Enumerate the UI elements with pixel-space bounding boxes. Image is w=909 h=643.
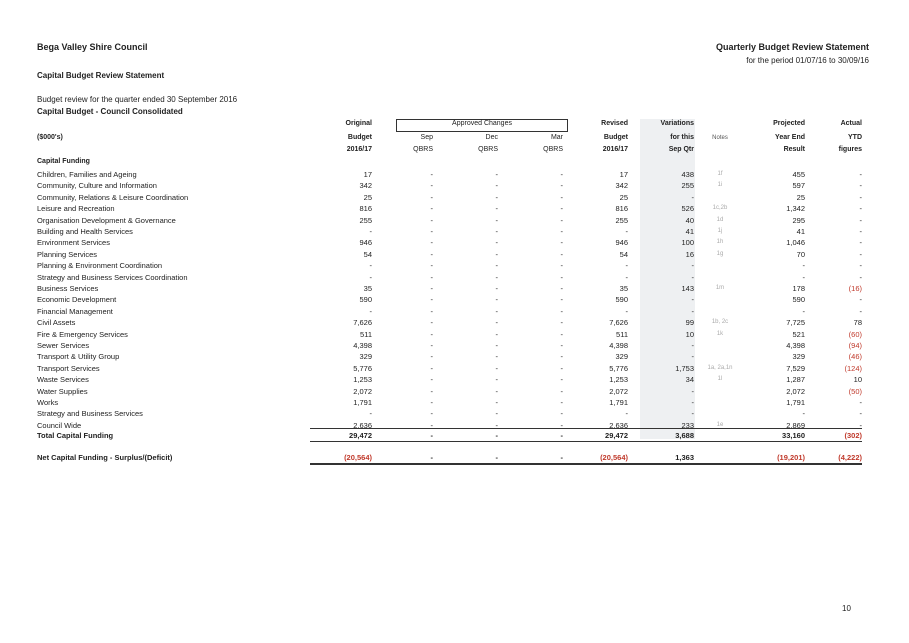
cell-actual: - (859, 204, 862, 214)
cell-name: Planning Services (37, 249, 98, 259)
cell-dec: - (495, 306, 498, 316)
cell-mar: - (560, 431, 563, 440)
col-dec-1: Dec (485, 134, 498, 141)
cell-revised: 29,472 (605, 431, 628, 440)
cell-sep: - (430, 192, 433, 202)
cell-name: Waste Services (37, 375, 89, 385)
total-top-rule (310, 428, 862, 429)
cell-name: Works (37, 398, 59, 407)
col-projected-2: Year End (775, 134, 805, 141)
cell-revised: - (625, 272, 628, 282)
cell-variation: 233 (681, 420, 694, 430)
table-row (0, 351, 909, 362)
cell-mar: - (560, 375, 563, 385)
cell-sep: - (430, 329, 433, 339)
cell-mar: - (560, 453, 563, 462)
cell-dec: - (495, 409, 498, 419)
cell-actual: - (859, 192, 862, 202)
cell-sep: - (430, 181, 433, 191)
cell-mar: - (560, 420, 563, 430)
cell-note: 1a, 2a,1n (707, 364, 733, 371)
cell-original: 25 (363, 192, 372, 202)
cell-revised: 2,636 (609, 420, 628, 430)
cell-dec: - (495, 453, 498, 462)
cell-dec: - (495, 249, 498, 259)
cell-actual: - (859, 215, 862, 225)
col-notes: Notes (712, 135, 728, 141)
table-row (0, 306, 909, 317)
cell-original: 2,636 (353, 420, 372, 430)
cell-mar: - (560, 192, 563, 202)
col-revised-2: Budget (603, 134, 628, 141)
cell-name: Total Capital Funding (37, 431, 114, 440)
cell-original: - (369, 272, 372, 282)
cell-note: 1f (717, 171, 723, 177)
cell-name: Sewer Services (37, 341, 90, 350)
cell-dec: - (495, 420, 498, 430)
cell-name: Economic Development (37, 295, 117, 305)
cell-variation: - (691, 398, 694, 407)
cell-original: 4,398 (353, 341, 372, 350)
cell-variation: 255 (681, 181, 694, 191)
cell-revised: 4,398 (609, 341, 628, 350)
col-actual-2: YTD (848, 134, 862, 141)
cell-sep: - (430, 227, 433, 236)
col-original-3: 2016/17 (346, 146, 372, 153)
col-mar-1: Mar (550, 134, 563, 141)
cell-name: Environment Services (37, 238, 110, 248)
cell-sep: - (430, 398, 433, 407)
cell-variation: 16 (685, 249, 694, 259)
cell-sep: - (430, 204, 433, 214)
total-bottom-rule (310, 441, 862, 442)
cell-actual: - (859, 306, 862, 316)
cell-dec: - (495, 386, 498, 396)
cell-original: 342 (359, 181, 372, 191)
cell-revised: 590 (615, 295, 628, 305)
cell-name: Building and Health Services (37, 227, 133, 236)
cell-projected: - (802, 261, 805, 271)
cell-original: 5,776 (353, 363, 372, 373)
cell-projected: 597 (792, 181, 805, 191)
cell-name: Civil Assets (37, 318, 76, 328)
total-row (0, 430, 909, 441)
cell-dec: - (495, 192, 498, 202)
cell-mar: - (560, 215, 563, 225)
table-row (0, 180, 909, 191)
cell-actual: - (859, 420, 862, 430)
cell-sep: - (430, 431, 433, 440)
cell-actual: 78 (853, 318, 862, 328)
cell-sep: - (430, 420, 433, 430)
cell-revised: 329 (615, 352, 628, 362)
cell-original: 329 (359, 352, 372, 362)
report-period: for the period 01/07/16 to 30/09/16 (746, 56, 869, 65)
cell-dec: - (495, 181, 498, 191)
cell-name: Leisure and Recreation (37, 204, 115, 214)
cell-variation: 143 (681, 284, 694, 293)
table-row (0, 237, 909, 248)
cell-variation: - (691, 386, 694, 396)
cell-name: Council Wide (37, 420, 82, 430)
cell-dec: - (495, 170, 498, 179)
cell-projected: 329 (792, 352, 805, 362)
cell-dec: - (495, 272, 498, 282)
cell-original: - (369, 306, 372, 316)
cell-dec: - (495, 284, 498, 293)
cell-original: 1,253 (353, 375, 372, 385)
cell-mar: - (560, 272, 563, 282)
cell-name: Children, Families and Ageing (37, 170, 137, 179)
table-row (0, 272, 909, 283)
cell-name: Fire & Emergency Services (37, 329, 128, 339)
cell-variation: 99 (685, 318, 694, 328)
cell-name: Business Services (37, 284, 99, 293)
cell-variation: 100 (681, 238, 694, 248)
cell-revised: 1,253 (609, 375, 628, 385)
cell-mar: - (560, 204, 563, 214)
col-variations-3: Sep Qtr (668, 146, 694, 153)
cell-original: (20,564) (344, 453, 372, 462)
cell-variation: - (691, 295, 694, 305)
cell-mar: - (560, 363, 563, 373)
cell-variation: 1,363 (675, 453, 694, 462)
cell-revised: 816 (615, 204, 628, 214)
cell-variation: 438 (681, 170, 694, 179)
table-row (0, 397, 909, 408)
cell-actual: (4,222) (838, 453, 862, 462)
cell-revised: 35 (619, 284, 628, 293)
cell-variation: - (691, 352, 694, 362)
cell-name: Community, Relations & Leisure Coordination (37, 192, 189, 202)
cell-revised: - (625, 409, 628, 419)
cell-variation: - (691, 261, 694, 271)
cell-variation: - (691, 409, 694, 419)
cell-note: 1d (716, 216, 724, 223)
cell-original: 54 (363, 249, 372, 259)
cell-mar: - (560, 409, 563, 419)
cell-actual: (16) (848, 284, 862, 293)
cell-sep: - (430, 261, 433, 271)
cell-name: Strategy and Business Services (37, 409, 143, 419)
cell-original: 590 (359, 295, 372, 305)
cell-variation: 40 (685, 215, 694, 225)
section-title: Capital Budget Review Statement (37, 71, 165, 80)
cell-sep: - (430, 363, 433, 373)
cell-dec: - (495, 431, 498, 440)
cell-revised: 946 (615, 238, 628, 248)
approved-changes-label: Approved Changes (452, 120, 512, 127)
table-row (0, 294, 909, 305)
cell-projected: 4,398 (786, 341, 805, 350)
cell-sep: - (430, 375, 433, 385)
cell-projected: 1,287 (786, 375, 805, 385)
cell-name: Organisation Development & Governance (37, 215, 176, 225)
col-revised-3: 2016/17 (602, 146, 628, 153)
cell-actual: (60) (848, 329, 862, 339)
cell-dec: - (495, 238, 498, 248)
cell-mar: - (560, 170, 563, 179)
cell-sep: - (430, 409, 433, 419)
col-original-1: Original (345, 120, 372, 127)
cell-projected: - (802, 409, 805, 419)
table-row (0, 203, 909, 214)
table-row (0, 283, 909, 294)
cell-name: Transport Services (37, 363, 100, 373)
cell-projected: 25 (796, 192, 805, 202)
cell-projected: 521 (792, 329, 805, 339)
cell-revised: - (625, 227, 628, 236)
cell-revised: 54 (619, 249, 628, 259)
table-row (0, 260, 909, 271)
cell-note: 1l (717, 376, 723, 383)
cell-dec: - (495, 329, 498, 339)
cell-sep: - (430, 249, 433, 259)
cell-mar: - (560, 181, 563, 191)
unit-label: ($000's) (37, 134, 63, 141)
cell-revised: 25 (619, 192, 628, 202)
cell-variation: 41 (685, 227, 694, 236)
cell-revised: 1,791 (609, 398, 628, 407)
cell-mar: - (560, 306, 563, 316)
cell-revised: - (625, 306, 628, 316)
col-mar-2: QBRS (543, 146, 563, 153)
col-actual-3: figures (838, 146, 862, 153)
cell-name: Planning & Environment Coordination (37, 261, 163, 271)
cell-dec: - (495, 204, 498, 214)
table-row (0, 374, 909, 385)
cell-dec: - (495, 227, 498, 236)
cell-name: Community, Culture and Information (37, 181, 157, 191)
cell-note: 1e (716, 421, 724, 428)
cell-variation: - (691, 306, 694, 316)
cell-actual: - (859, 227, 862, 236)
col-variations-2: for this (670, 134, 694, 141)
cell-sep: - (430, 318, 433, 328)
cell-original: - (369, 261, 372, 271)
table-row (0, 329, 909, 340)
cell-sep: - (430, 284, 433, 293)
col-dec-2: QBRS (478, 146, 498, 153)
cell-actual: - (859, 272, 862, 282)
cell-actual: (302) (844, 431, 862, 440)
table-row (0, 215, 909, 226)
cell-revised: 2,072 (609, 386, 628, 396)
cell-mar: - (560, 295, 563, 305)
cell-original: - (369, 227, 372, 236)
cell-name: Water Supplies (37, 386, 88, 396)
cell-variation: - (691, 192, 694, 202)
cell-projected: - (802, 306, 805, 316)
cell-mar: - (560, 284, 563, 293)
cell-actual: - (859, 261, 862, 271)
cell-dec: - (495, 295, 498, 305)
cell-actual: (46) (848, 352, 862, 362)
cell-mar: - (560, 398, 563, 407)
cell-actual: (94) (848, 341, 862, 350)
cell-projected: 178 (792, 284, 805, 293)
cell-actual: (124) (844, 363, 862, 373)
cell-mar: - (560, 341, 563, 350)
cell-variation: 1,753 (675, 363, 694, 373)
report-title: Quarterly Budget Review Statement (715, 42, 869, 52)
cell-projected: 590 (792, 295, 805, 305)
cell-actual: (50) (848, 386, 862, 396)
cell-original: 2,072 (353, 386, 372, 396)
cell-note: 1b, 2c (711, 319, 729, 326)
cell-note: 1j (717, 228, 723, 234)
cell-revised: 7,626 (609, 318, 628, 328)
col-projected-3: Result (783, 146, 805, 153)
cell-variation: - (691, 341, 694, 350)
cell-projected: 2,072 (786, 386, 805, 396)
net-row (0, 452, 909, 463)
subsection-title: Capital Budget - Council Consolidated (37, 107, 183, 116)
col-actual-1: Actual (840, 120, 862, 127)
cell-mar: - (560, 329, 563, 339)
net-bottom-rule (310, 463, 862, 465)
cell-dec: - (495, 398, 498, 407)
cell-sep: - (430, 352, 433, 362)
cell-variation: 10 (685, 329, 694, 339)
cell-mar: - (560, 318, 563, 328)
cell-note: 1g (716, 250, 724, 257)
cell-mar: - (560, 227, 563, 236)
table-row (0, 249, 909, 260)
cell-sep: - (430, 238, 433, 248)
cell-original: 511 (360, 329, 372, 339)
col-original-2: Budget (347, 134, 372, 141)
cell-note: 1i (717, 182, 723, 189)
cell-actual: - (859, 398, 862, 407)
cell-projected: 1,791 (786, 398, 805, 407)
cell-mar: - (560, 261, 563, 271)
cell-revised: 17 (619, 170, 628, 179)
cell-mar: - (560, 386, 563, 396)
cell-projected: 295 (792, 215, 805, 225)
cell-sep: - (430, 215, 433, 225)
cell-actual: - (859, 181, 862, 191)
table-row (0, 363, 909, 374)
col-sep-1: Sep (420, 134, 433, 141)
cell-actual: - (859, 238, 862, 248)
table-row (0, 340, 909, 351)
col-sep-2: QBRS (413, 146, 433, 153)
cell-actual: - (859, 409, 862, 419)
cell-projected: - (802, 272, 805, 282)
cell-actual: - (859, 295, 862, 305)
cell-sep: - (430, 341, 433, 350)
cell-projected: 41 (796, 227, 805, 236)
cell-name: Net Capital Funding - Surplus/(Deficit) (37, 453, 173, 462)
cell-projected: 2,869 (786, 420, 805, 430)
col-projected-1: Projected (773, 120, 805, 127)
cell-dec: - (495, 352, 498, 362)
cell-mar: - (560, 352, 563, 362)
cell-dec: - (495, 363, 498, 373)
table-row (0, 226, 909, 237)
table-row (0, 317, 909, 328)
cell-projected: 7,725 (786, 318, 805, 328)
cell-dec: - (495, 375, 498, 385)
col-variations-1: Variations (660, 120, 694, 127)
cell-variation: 34 (685, 375, 694, 385)
section-heading: Capital Funding (37, 158, 90, 165)
cell-original: - (369, 409, 372, 419)
cell-revised: 5,776 (609, 363, 628, 373)
table-row (0, 408, 909, 419)
cell-sep: - (430, 170, 433, 179)
cell-projected: 33,160 (782, 431, 805, 440)
cell-revised: - (625, 261, 628, 271)
cell-revised: 511 (616, 329, 628, 339)
cell-original: 255 (359, 215, 372, 225)
cell-projected: 1,046 (786, 238, 805, 248)
table-row (0, 192, 909, 203)
page-number: 10 (842, 604, 851, 613)
cell-actual: - (859, 249, 862, 259)
cell-dec: - (495, 341, 498, 350)
cell-variation: 526 (681, 204, 694, 214)
cell-original: 816 (359, 204, 372, 214)
cell-sep: - (430, 295, 433, 305)
cell-note: 1k (716, 330, 724, 337)
cell-name: Strategy and Business Services Coordination (37, 272, 188, 282)
cell-revised: 342 (615, 181, 628, 191)
cell-actual: - (859, 170, 862, 179)
cell-dec: - (495, 261, 498, 271)
cell-note: 1m (715, 285, 725, 291)
cell-actual: 10 (853, 375, 862, 385)
cell-name: Transport & Utility Group (37, 352, 120, 362)
org-name: Bega Valley Shire Council (37, 42, 148, 52)
cell-dec: - (495, 318, 498, 328)
cell-projected: 70 (796, 249, 805, 259)
cell-sep: - (430, 453, 433, 462)
cell-original: 946 (359, 238, 372, 248)
cell-variation: 3,688 (675, 431, 694, 440)
cell-note: 1c,2b (712, 205, 728, 212)
cell-original: 29,472 (349, 431, 372, 440)
table-row (0, 386, 909, 397)
cell-name: Financial Management (37, 306, 113, 316)
cell-mar: - (560, 249, 563, 259)
cell-original: 35 (363, 284, 372, 293)
cell-sep: - (430, 386, 433, 396)
cell-revised: 255 (615, 215, 628, 225)
cell-projected: 1,342 (786, 204, 805, 214)
cell-mar: - (560, 238, 563, 248)
col-revised-1: Revised (601, 120, 628, 127)
cell-original: 1,791 (353, 398, 372, 407)
cell-sep: - (430, 272, 433, 282)
table-row (0, 169, 909, 180)
cell-note: 1h (716, 239, 724, 246)
cell-original: 17 (363, 170, 372, 179)
cell-variation: - (691, 272, 694, 282)
cell-original: 7,626 (353, 318, 372, 328)
cell-projected: 7,529 (786, 363, 805, 373)
cell-projected: (19,201) (777, 453, 805, 462)
review-line: Budget review for the quarter ended 30 September 2016 (37, 95, 238, 104)
cell-projected: 455 (792, 170, 805, 179)
cell-dec: - (495, 215, 498, 225)
cell-revised: (20,564) (600, 453, 628, 462)
cell-sep: - (430, 306, 433, 316)
